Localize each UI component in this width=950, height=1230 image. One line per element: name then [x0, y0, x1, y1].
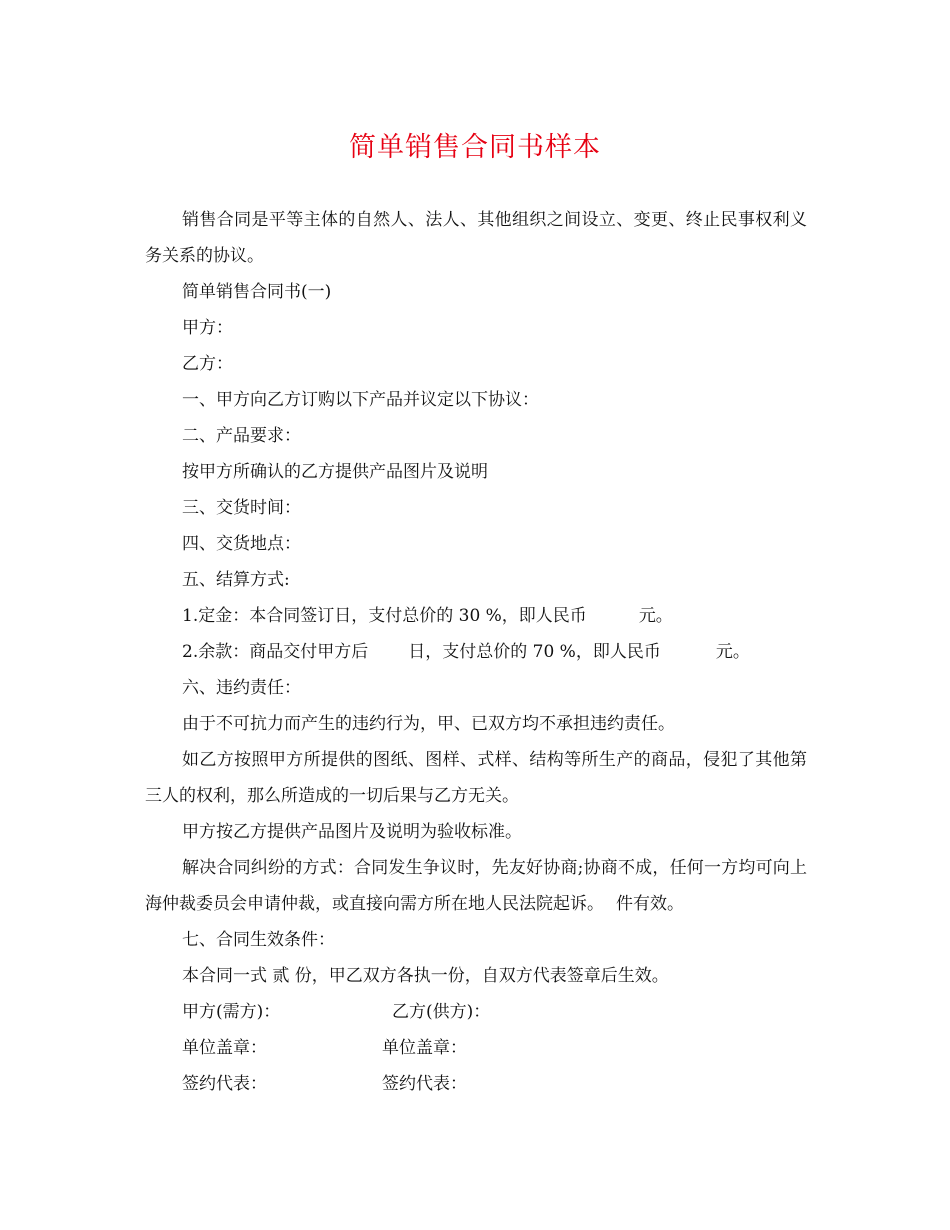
section-6-heading: 六、违约责任： [182, 678, 301, 698]
section-5-heading: 五、结算方式: [182, 570, 290, 590]
liability-paragraph-2: 如乙方按照甲方所提供的图纸、图样、式样、结构等所生产的商品，侵犯了其他第三人的权利，那么所造成的一切后果与乙方无关。 [145, 750, 807, 806]
seal-b: 单位盖章： [382, 1038, 467, 1058]
section-4-heading: 四、交货地点： [182, 534, 301, 554]
rep-a: 签约代表： [182, 1074, 267, 1094]
party-b-line: 乙方： [182, 354, 233, 374]
payment-deposit-unit: 元。 [638, 606, 673, 626]
payment-balance-text-2: 日，支付总价的 70 %，即人民币 [408, 642, 661, 662]
sign-party-b: 乙方(供方)： [392, 1002, 491, 1022]
sign-party-a: 甲方(需方)： [182, 1002, 281, 1022]
intro-paragraph: 销售合同是平等主体的自然人、法人、其他组织之间设立、变更、终止民事权利义务关系的协议。 [145, 210, 807, 266]
party-a-line: 甲方： [182, 318, 233, 338]
liability-paragraph-3: 甲方按乙方提供产品图片及说明为验收标准。 [182, 822, 522, 842]
effect-paragraph: 本合同一式 贰 份，甲乙双方各执一份，自双方代表签章后生效。 [182, 966, 669, 986]
payment-balance-line [145, 634, 807, 670]
dispute-paragraph [145, 850, 807, 922]
seal-a: 单位盖章： [182, 1038, 267, 1058]
section-3-heading: 三、交货时间： [182, 498, 301, 518]
payment-balance-text-1: 2.余款：商品交付甲方后 [182, 642, 369, 662]
payment-deposit-line [145, 598, 807, 634]
document-body [145, 202, 807, 1102]
rep-b: 签约代表： [382, 1074, 467, 1094]
dispute-tail: 件有效。 [616, 894, 684, 914]
signature-rep-row [145, 1066, 807, 1102]
dispute-text: 解决合同纠纷的方式：合同发生争议时，先友好协商;协商不成，任何一方均可向上海仲裁委员会申请仲裁，或直接向需方所在地人民法院起诉。 [145, 858, 807, 914]
liability-paragraph-1: 由于不可抗力而产生的违约行为，甲、已双方均不承担违约责任。 [182, 714, 675, 734]
contract-subtitle: 简单销售合同书(一) [182, 282, 332, 302]
signature-party-row [145, 994, 807, 1030]
document-title: 简单销售合同书样本 [349, 132, 601, 163]
payment-balance-unit: 元。 [715, 642, 750, 662]
payment-deposit-text: 1.定金：本合同签订日，支付总价的 30 %，即人民币 [182, 606, 587, 626]
section-7-heading: 七、合同生效条件： [182, 930, 335, 950]
section-2-heading: 二、产品要求： [182, 426, 301, 446]
signature-seal-row [145, 1030, 807, 1066]
section-1-heading: 一、甲方向乙方订购以下产品并议定以下协议： [182, 390, 539, 410]
section-2-text: 按甲方所确认的乙方提供产品图片及说明 [182, 462, 488, 482]
